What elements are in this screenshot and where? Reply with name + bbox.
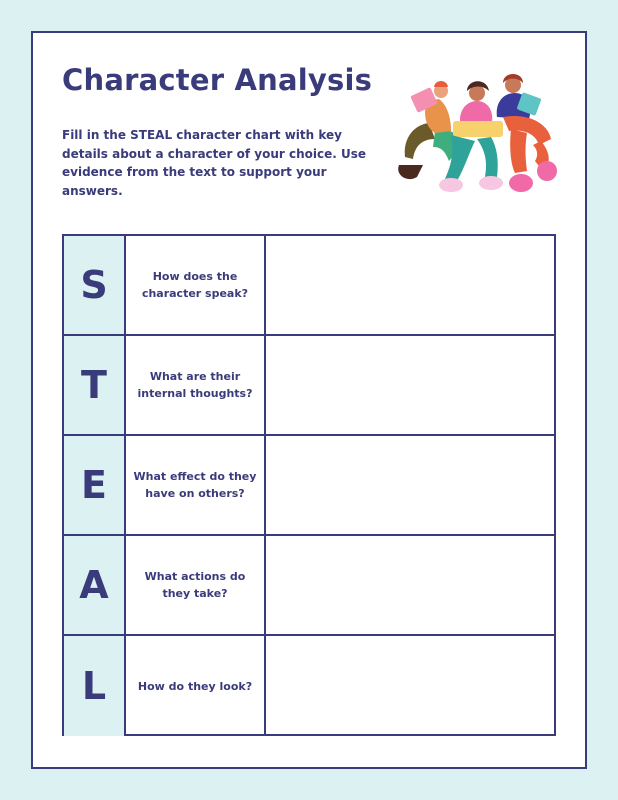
steal-row-s — [64, 236, 554, 336]
steal-letter: A — [79, 563, 109, 607]
question-cell — [126, 336, 266, 434]
steal-question: How do they look? — [137, 679, 253, 693]
answer-field[interactable] — [266, 336, 554, 434]
answer-field[interactable] — [266, 236, 554, 334]
instructions-text: Fill in the STEAL character chart with key details about a character of your choice. Use evidence from the text to support your answers. — [62, 128, 367, 198]
steal-question: How does the character speak? — [141, 270, 249, 300]
answer-field[interactable] — [266, 436, 554, 534]
question-cell — [126, 636, 266, 736]
steal-letter: L — [81, 664, 107, 708]
question-cell — [126, 536, 266, 634]
letter-cell — [64, 336, 126, 434]
letter-cell — [64, 236, 126, 334]
steal-question: What effect do they have on others? — [133, 470, 257, 500]
page-title: Character Analysis — [62, 63, 373, 97]
reading-friends-illustration — [391, 61, 561, 193]
steal-chart — [62, 234, 556, 736]
answer-field[interactable] — [266, 636, 554, 736]
letter-cell — [64, 436, 126, 534]
worksheet-page — [31, 31, 587, 769]
steal-row-l — [64, 636, 554, 736]
steal-letter: T — [81, 363, 107, 407]
steal-row-a — [64, 536, 554, 636]
answer-field[interactable] — [266, 536, 554, 634]
question-cell — [126, 436, 266, 534]
steal-row-t — [64, 336, 554, 436]
steal-row-e — [64, 436, 554, 536]
steal-letter: S — [80, 263, 108, 307]
letter-cell — [64, 536, 126, 634]
steal-question: What actions do they take? — [144, 570, 246, 600]
letter-cell — [64, 636, 126, 736]
steal-letter: E — [81, 463, 107, 507]
steal-question: What are their internal thoughts? — [137, 370, 253, 400]
question-cell — [126, 236, 266, 334]
